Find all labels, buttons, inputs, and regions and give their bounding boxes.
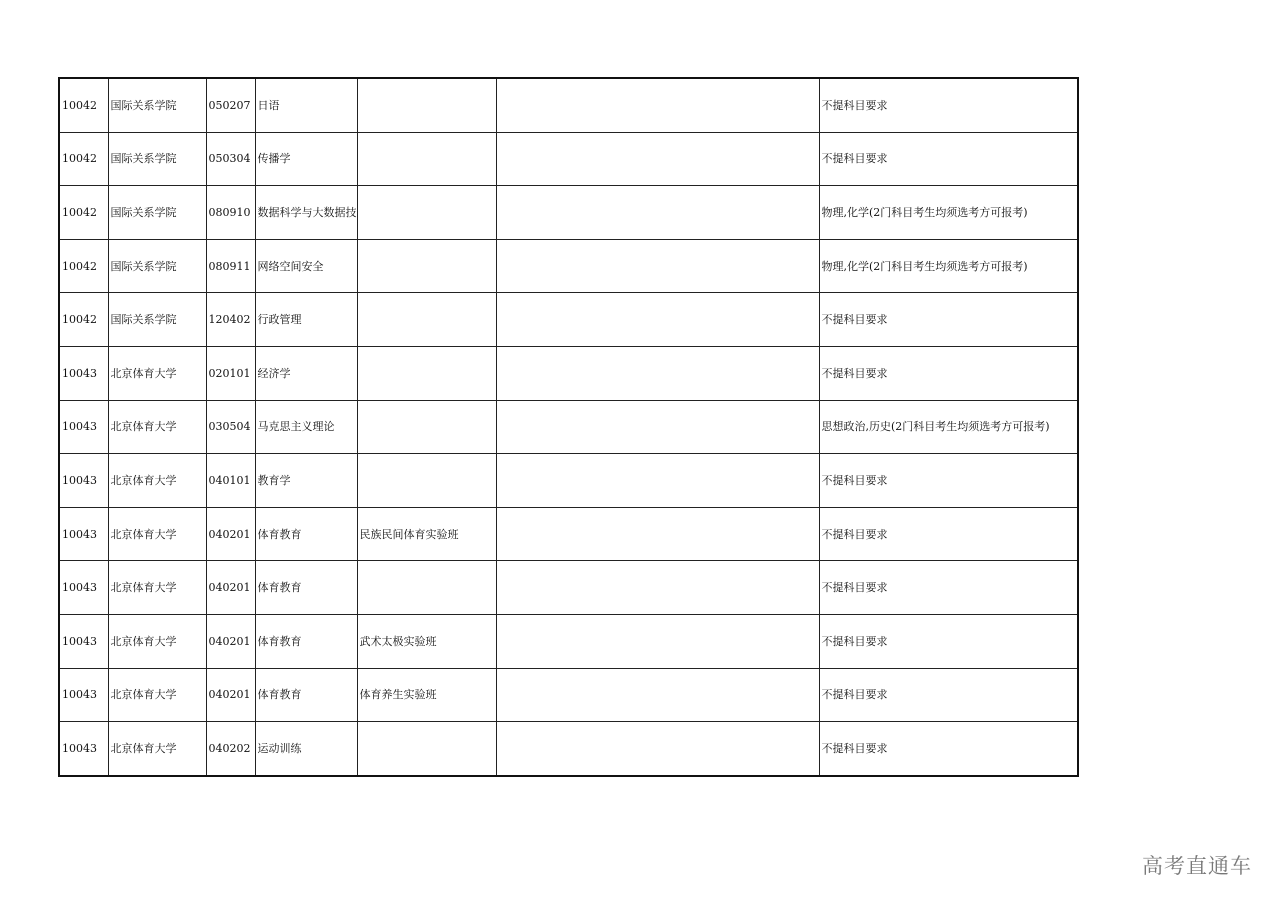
major-name-cell: 传播学 [255, 132, 357, 186]
subject-requirement-cell: 不提科目要求 [819, 132, 1078, 186]
school-name-cell: 北京体育大学 [108, 507, 206, 561]
school-code-cell: 10042 [59, 78, 108, 132]
school-code-cell: 10043 [59, 668, 108, 722]
school-name-cell: 北京体育大学 [108, 668, 206, 722]
table-row [59, 561, 1078, 615]
remark-cell [496, 132, 819, 186]
table-row [59, 722, 1078, 776]
subject-requirement-cell: 不提科目要求 [819, 722, 1078, 776]
major-name-cell: 体育教育 [255, 507, 357, 561]
table-body [59, 78, 1078, 776]
class-note-cell [357, 346, 496, 400]
class-note-cell [357, 454, 496, 508]
major-name-cell: 行政管理 [255, 293, 357, 347]
remark-cell [496, 186, 819, 240]
subject-requirement-cell: 不提科目要求 [819, 507, 1078, 561]
class-note-cell: 武术太极实验班 [357, 614, 496, 668]
school-code-cell: 10043 [59, 561, 108, 615]
remark-cell [496, 293, 819, 347]
school-name-cell: 国际关系学院 [108, 239, 206, 293]
table-row [59, 186, 1078, 240]
school-name-cell: 北京体育大学 [108, 346, 206, 400]
major-code-cell: 080910 [206, 186, 255, 240]
class-note-cell [357, 239, 496, 293]
major-name-cell: 教育学 [255, 454, 357, 508]
remark-cell [496, 561, 819, 615]
school-code-cell: 10043 [59, 346, 108, 400]
school-code-cell: 10043 [59, 400, 108, 454]
subject-requirement-cell: 不提科目要求 [819, 346, 1078, 400]
school-name-cell: 北京体育大学 [108, 722, 206, 776]
major-code-cell: 030504 [206, 400, 255, 454]
school-name-cell: 国际关系学院 [108, 293, 206, 347]
table-row [59, 507, 1078, 561]
remark-cell [496, 668, 819, 722]
remark-cell [496, 614, 819, 668]
subject-requirement-cell: 不提科目要求 [819, 668, 1078, 722]
subject-requirements-table [58, 77, 1079, 777]
major-code-cell: 040201 [206, 507, 255, 561]
watermark-text: 高考直通车 [1142, 854, 1252, 878]
major-code-cell: 120402 [206, 293, 255, 347]
remark-cell [496, 239, 819, 293]
school-name-cell: 国际关系学院 [108, 132, 206, 186]
school-code-cell: 10043 [59, 507, 108, 561]
remark-cell [496, 722, 819, 776]
school-code-cell: 10042 [59, 132, 108, 186]
major-name-cell: 体育教育 [255, 668, 357, 722]
table-row [59, 293, 1078, 347]
subject-requirement-cell: 思想政治,历史(2门科目考生均须选考方可报考) [819, 400, 1078, 454]
school-code-cell: 10043 [59, 614, 108, 668]
table-row [59, 454, 1078, 508]
remark-cell [496, 454, 819, 508]
subject-requirement-cell: 不提科目要求 [819, 454, 1078, 508]
class-note-cell [357, 293, 496, 347]
subject-requirement-cell: 不提科目要求 [819, 293, 1078, 347]
major-code-cell: 040202 [206, 722, 255, 776]
table-row [59, 239, 1078, 293]
school-code-cell: 10043 [59, 722, 108, 776]
school-name-cell: 北京体育大学 [108, 561, 206, 615]
school-code-cell: 10043 [59, 454, 108, 508]
table-row [59, 400, 1078, 454]
school-name-cell: 北京体育大学 [108, 400, 206, 454]
table-row [59, 614, 1078, 668]
major-name-cell: 网络空间安全 [255, 239, 357, 293]
class-note-cell [357, 186, 496, 240]
major-code-cell: 050207 [206, 78, 255, 132]
subject-requirement-cell: 不提科目要求 [819, 561, 1078, 615]
class-note-cell [357, 400, 496, 454]
school-code-cell: 10042 [59, 293, 108, 347]
major-name-cell: 运动训练 [255, 722, 357, 776]
subject-requirement-cell: 物理,化学(2门科目考生均须选考方可报考) [819, 239, 1078, 293]
major-code-cell: 040201 [206, 668, 255, 722]
major-name-cell: 体育教育 [255, 561, 357, 615]
school-name-cell: 国际关系学院 [108, 78, 206, 132]
remark-cell [496, 507, 819, 561]
class-note-cell [357, 78, 496, 132]
table-row [59, 132, 1078, 186]
major-code-cell: 040101 [206, 454, 255, 508]
major-code-cell: 080911 [206, 239, 255, 293]
class-note-cell [357, 722, 496, 776]
class-note-cell [357, 132, 496, 186]
school-name-cell: 北京体育大学 [108, 454, 206, 508]
major-name-cell: 马克思主义理论 [255, 400, 357, 454]
major-name-cell: 经济学 [255, 346, 357, 400]
major-name-cell: 体育教育 [255, 614, 357, 668]
class-note-cell [357, 561, 496, 615]
school-name-cell: 北京体育大学 [108, 614, 206, 668]
table-row [59, 346, 1078, 400]
major-name-cell: 数据科学与大数据技 [255, 186, 357, 240]
class-note-cell: 民族民间体育实验班 [357, 507, 496, 561]
school-code-cell: 10042 [59, 239, 108, 293]
table-row [59, 78, 1078, 132]
remark-cell [496, 400, 819, 454]
subject-requirement-cell: 不提科目要求 [819, 78, 1078, 132]
major-code-cell: 040201 [206, 561, 255, 615]
major-name-cell: 日语 [255, 78, 357, 132]
subject-requirement-cell: 物理,化学(2门科目考生均须选考方可报考) [819, 186, 1078, 240]
major-code-cell: 050304 [206, 132, 255, 186]
remark-cell [496, 346, 819, 400]
remark-cell [496, 78, 819, 132]
subject-requirement-cell: 不提科目要求 [819, 614, 1078, 668]
school-name-cell: 国际关系学院 [108, 186, 206, 240]
major-code-cell: 020101 [206, 346, 255, 400]
class-note-cell: 体育养生实验班 [357, 668, 496, 722]
table-row [59, 668, 1078, 722]
school-code-cell: 10042 [59, 186, 108, 240]
major-code-cell: 040201 [206, 614, 255, 668]
